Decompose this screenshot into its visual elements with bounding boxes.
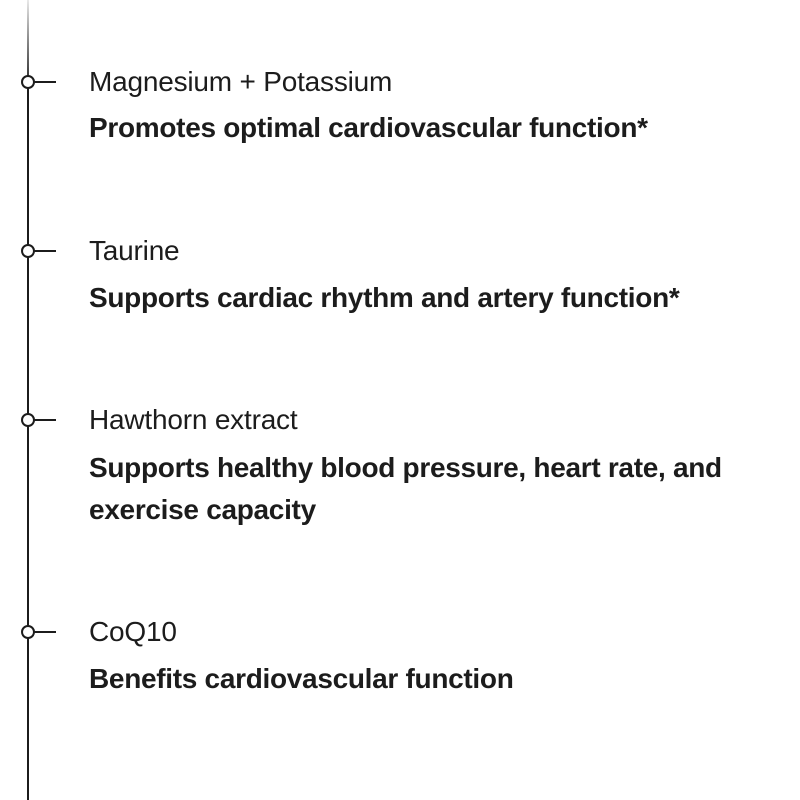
ingredient-name: Hawthorn extract xyxy=(89,404,298,435)
timeline-line xyxy=(27,0,29,800)
ingredient-benefit: Supports cardiac rhythm and artery function* xyxy=(89,282,680,313)
timeline-marker xyxy=(20,75,60,89)
timeline-marker xyxy=(20,244,60,258)
connector-tick xyxy=(33,419,56,421)
ingredient-name: Taurine xyxy=(89,235,180,266)
connector-tick xyxy=(33,631,56,633)
connector-tick xyxy=(33,250,56,252)
ingredient-benefit: Benefits cardiovascular function xyxy=(89,663,514,694)
ingredient-name: Magnesium + Potassium xyxy=(89,66,393,97)
timeline-marker xyxy=(20,413,60,427)
ingredient-name: CoQ10 xyxy=(89,616,177,647)
ingredient-benefit: Promotes optimal cardiovascular function* xyxy=(89,112,648,143)
connector-tick xyxy=(33,81,56,83)
timeline-marker xyxy=(20,625,60,639)
ingredient-benefit: Supports healthy blood pressure, heart rate, and exercise capacity xyxy=(89,452,722,525)
